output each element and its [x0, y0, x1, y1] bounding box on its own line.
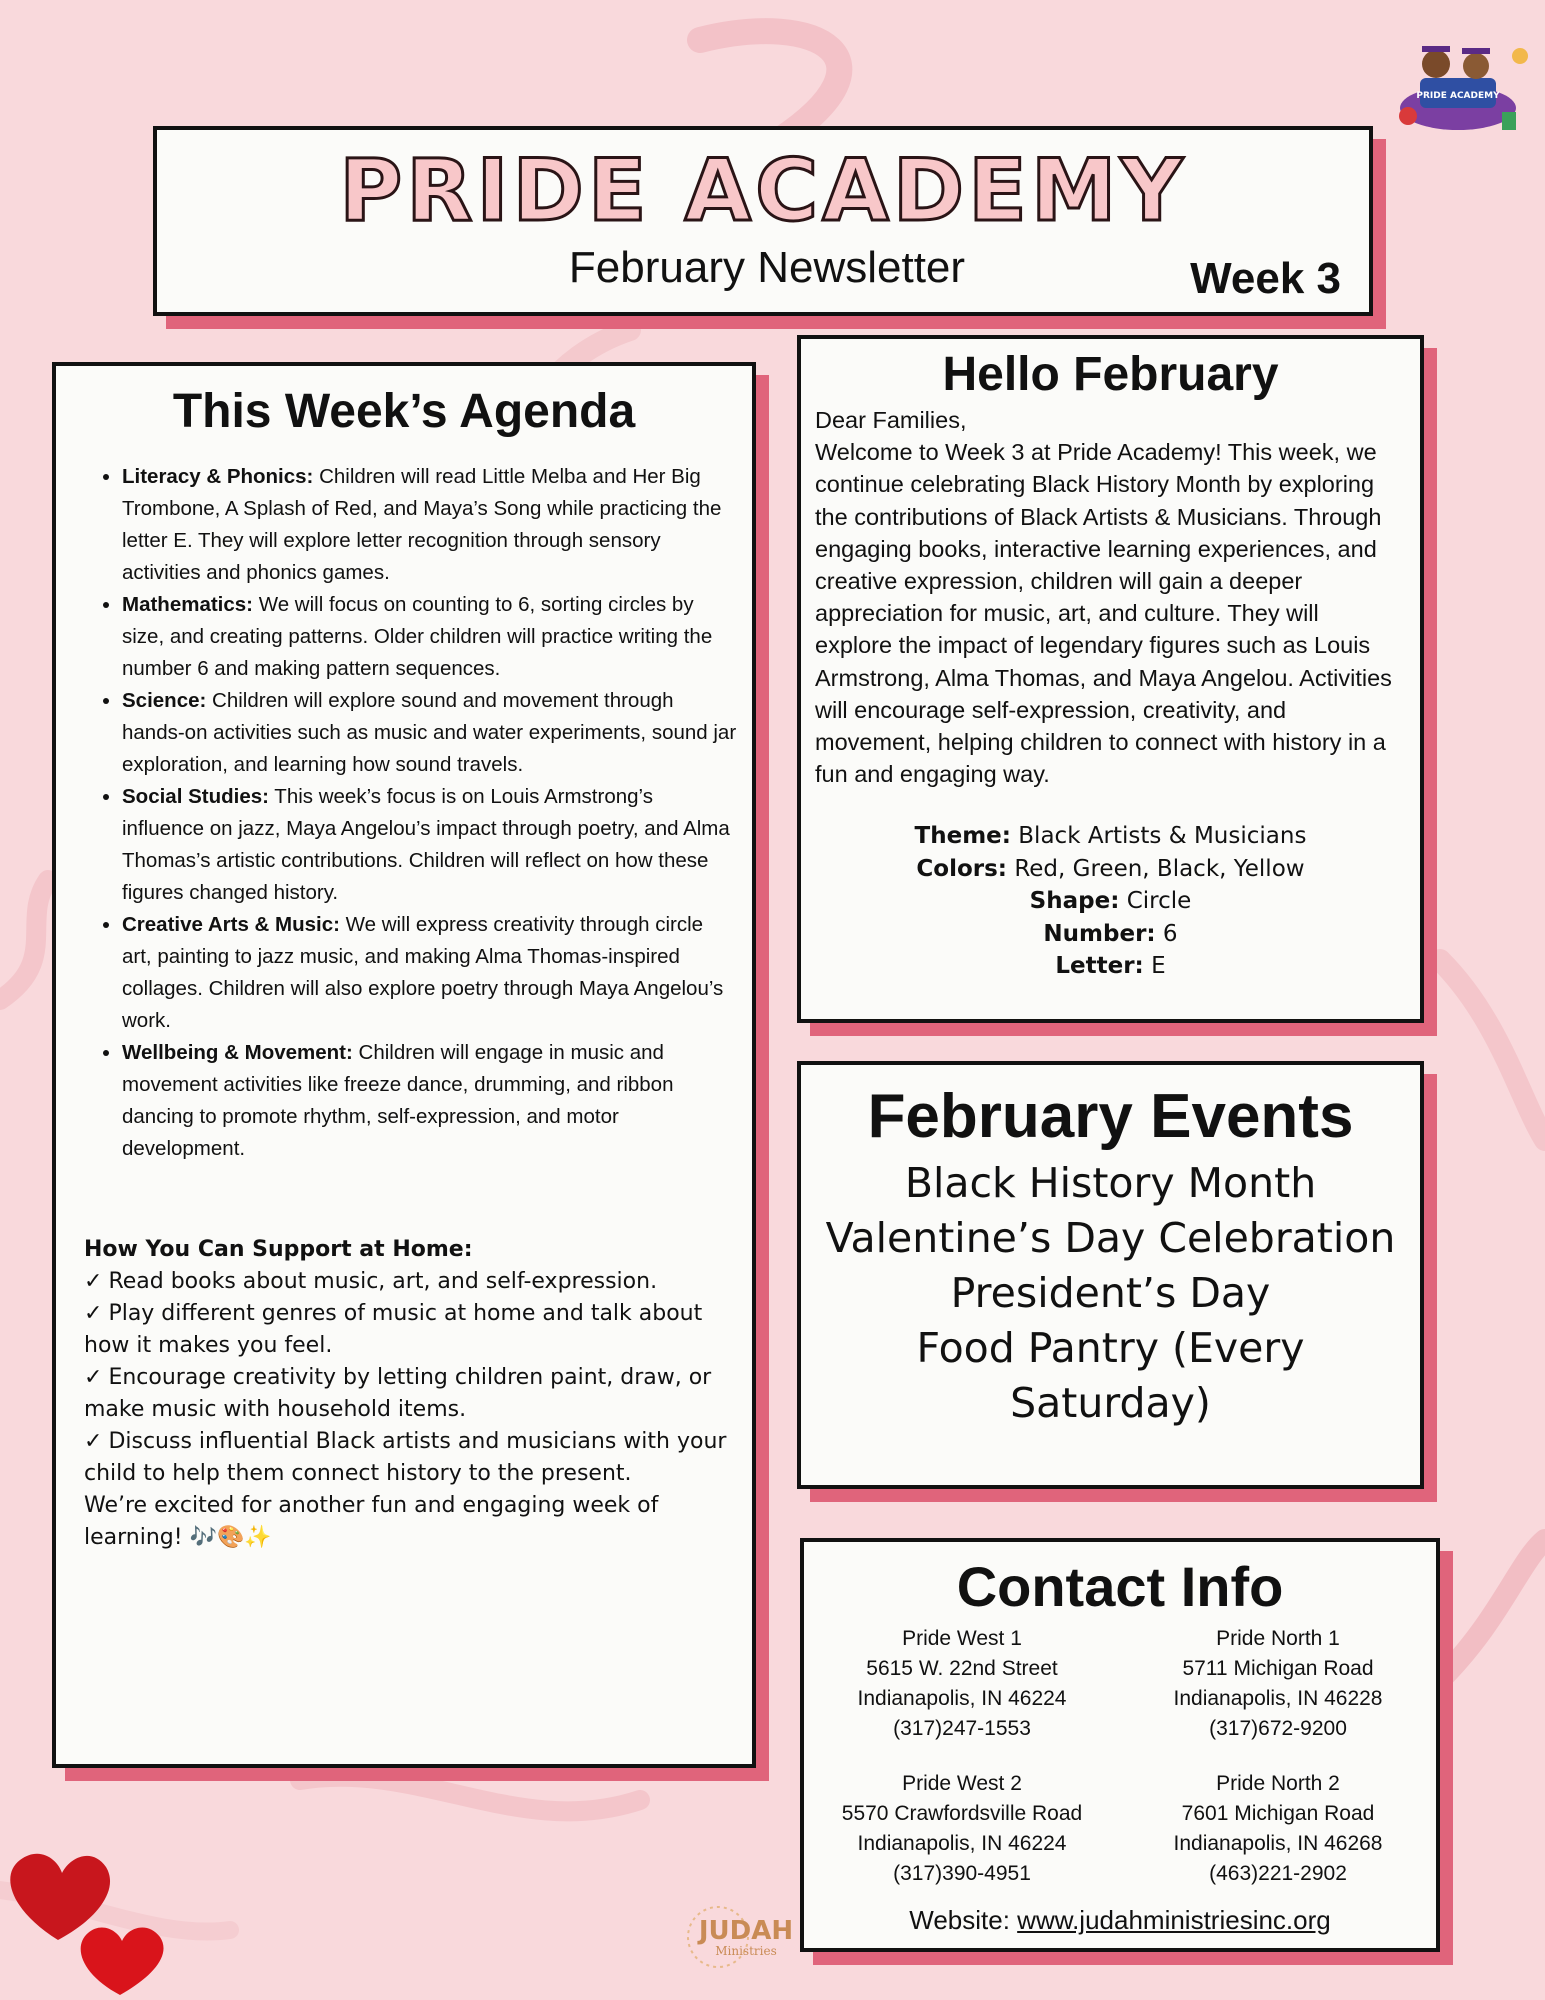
agenda-item — [122, 589, 738, 685]
header-card — [153, 126, 1373, 316]
support-heading: How You Can Support at Home: — [84, 1237, 473, 1262]
location-phone[interactable]: (317)390-4951 — [893, 1862, 1031, 1885]
location-name: Pride North 1 — [1216, 1627, 1340, 1650]
event-item: Food Pantry (Every Saturday) — [916, 1324, 1305, 1427]
event-item: Black History Month — [904, 1159, 1317, 1207]
support-item: ✓ Play different genres of music at home and talk about how it makes you feel. — [84, 1301, 703, 1358]
location-phone[interactable]: (317)247-1553 — [893, 1717, 1031, 1740]
check-icon: ✓ — [84, 1429, 103, 1454]
newsletter-subtitle: February Newsletter — [568, 243, 966, 292]
hello-february-card — [797, 335, 1424, 1023]
judah-ministries-logo — [678, 1895, 808, 1975]
heart-icon — [81, 1927, 164, 1995]
event-item: President’s Day — [950, 1269, 1271, 1317]
location-pride-north-2 — [1120, 1769, 1436, 1889]
agenda-item-text: Children will explore sound and movement through hands-on activities such as music and water experiments, sound jar exploration, and learning how sound travels. — [122, 689, 737, 776]
fact-colors: Colors: Red, Green, Black, Yellow — [916, 855, 1305, 882]
location-name: Pride West 2 — [902, 1772, 1022, 1795]
heart-icon — [10, 1854, 110, 1940]
location-street: 5615 W. 22nd Street — [866, 1657, 1058, 1680]
brand-title: PRIDE ACADEMY — [339, 141, 1187, 241]
agenda-item-text: This week’s focus is on Louis Armstrong’s influence on jazz, Maya Angelou’s impact through poetry, and Alma Thomas’s artistic contributions. Children will reflect on how these figures changed history. — [122, 785, 730, 904]
fact-number: Number: 6 — [1043, 920, 1178, 947]
support-item: ✓ Encourage creativity by letting children paint, draw, or make music with household items. — [84, 1365, 712, 1422]
agenda-title: This Week’s Agenda — [172, 385, 636, 438]
support-item: ✓ Discuss influential Black artists and musicians with your child to help them connect history to the present. — [84, 1429, 727, 1486]
location-name: Pride North 2 — [1216, 1772, 1340, 1795]
agenda-item-text: We will express creativity through circle art, painting to jazz music, and making Alma Thomas-inspired collages. Children will also explore poetry through Maya Angelou’s work. — [122, 913, 724, 1032]
contact-info-card — [800, 1538, 1440, 1952]
location-street: 5570 Crawfordsville Road — [841, 1802, 1083, 1825]
fact-letter: Letter: E — [1055, 953, 1166, 980]
location-phone[interactable]: (463)221-2902 — [1209, 1862, 1347, 1885]
location-pride-west-2 — [804, 1769, 1120, 1889]
location-city: Indianapolis, IN 46224 — [857, 1687, 1067, 1710]
location-phone[interactable]: (317)672-9200 — [1209, 1717, 1347, 1740]
february-events-card — [797, 1061, 1424, 1489]
agenda-item-text: Children will engage in music and movement activities like freeze dance, drumming, and ribbon dancing to promote rhythm, self-expression, and motor development. — [122, 1041, 674, 1160]
pride-academy-logo — [1380, 16, 1530, 146]
letter-body: Welcome to Week 3 at Pride Academy! This week, we continue celebrating Black History Month by exploring the contributions of Black Artists & Musicians. Through engaging books, interactive learning experiences, and creative expression, children will gain a deeper appreciation for music, art, and culture. They will explore the impact of legendary figures such as Louis Armstrong, Alma Thomas, and Maya Angelou. Activities will encourage self-expression, creativity, and movement, helping children to connect with history in a fun and engaging way. — [815, 439, 1392, 788]
hearts-decoration — [0, 1815, 180, 2000]
letter-greeting: Dear Families, — [815, 407, 967, 433]
website-label: Website: — [909, 1905, 1018, 1935]
agenda-item — [122, 685, 738, 781]
contact-title: Contact Info — [956, 1555, 1284, 1618]
location-pride-north-1 — [1120, 1624, 1436, 1744]
fact-theme: Theme: Black Artists & Musicians — [914, 823, 1307, 850]
fact-shape: Shape: Circle — [1029, 888, 1192, 915]
agenda-card — [52, 362, 756, 1768]
agenda-item — [122, 461, 738, 589]
support-item: ✓ Read books about music, art, and self-expression. — [84, 1269, 658, 1294]
location-name: Pride West 1 — [902, 1627, 1022, 1650]
agenda-item — [122, 909, 738, 1037]
agenda-item-label: Social Studies: — [122, 785, 269, 808]
weekly-facts — [801, 820, 1420, 983]
check-icon: ✓ — [84, 1269, 103, 1294]
logo-badge-text: PRIDE ACADEMY — [1416, 91, 1500, 101]
welcome-letter — [815, 404, 1402, 790]
location-city: Indianapolis, IN 46268 — [1173, 1832, 1383, 1855]
agenda-item-text: Children will read Little Melba and Her Big Trombone, A Splash of Red, and Maya’s Song while practicing the letter E. They will explore letter recognition through sensory activities and phonics games. — [122, 465, 722, 584]
hello-title: Hello February — [942, 348, 1279, 401]
agenda-item-label: Mathematics: — [122, 593, 254, 616]
check-icon: ✓ — [84, 1365, 103, 1390]
agenda-item-text: We will focus on counting to 6, sorting circles by size, and creating patterns. Older children will practice writing the number 6 and making pattern sequences. — [122, 593, 713, 680]
agenda-list — [56, 461, 752, 1165]
website-link[interactable]: www.judahministriesinc.org — [1017, 1905, 1331, 1935]
agenda-item-label: Wellbeing & Movement: — [122, 1041, 353, 1064]
judah-subtext: Ministries — [715, 1944, 777, 1958]
location-street: 7601 Michigan Road — [1181, 1802, 1375, 1825]
location-city: Indianapolis, IN 46228 — [1173, 1687, 1383, 1710]
events-title: February Events — [867, 1082, 1354, 1151]
week-label: Week 3 — [1190, 254, 1341, 303]
locations-grid — [804, 1624, 1436, 1889]
location-pride-west-1 — [804, 1624, 1120, 1744]
website-line — [804, 1905, 1436, 1936]
agenda-item-label: Science: — [122, 689, 207, 712]
judah-text: JUDAH — [698, 1916, 794, 1946]
support-closing: We’re excited for another fun and engaging week of learning! 🎶🎨✨ — [84, 1493, 659, 1550]
location-city: Indianapolis, IN 46224 — [857, 1832, 1067, 1855]
check-icon: ✓ — [84, 1301, 103, 1326]
agenda-item-label: Literacy & Phonics: — [122, 465, 314, 488]
location-street: 5711 Michigan Road — [1182, 1657, 1374, 1680]
event-item: Valentine’s Day Celebration — [825, 1214, 1396, 1262]
agenda-item-label: Creative Arts & Music: — [122, 913, 340, 936]
events-list — [801, 1156, 1420, 1431]
agenda-item — [122, 781, 738, 909]
agenda-item — [122, 1037, 738, 1165]
support-at-home — [84, 1234, 734, 1554]
